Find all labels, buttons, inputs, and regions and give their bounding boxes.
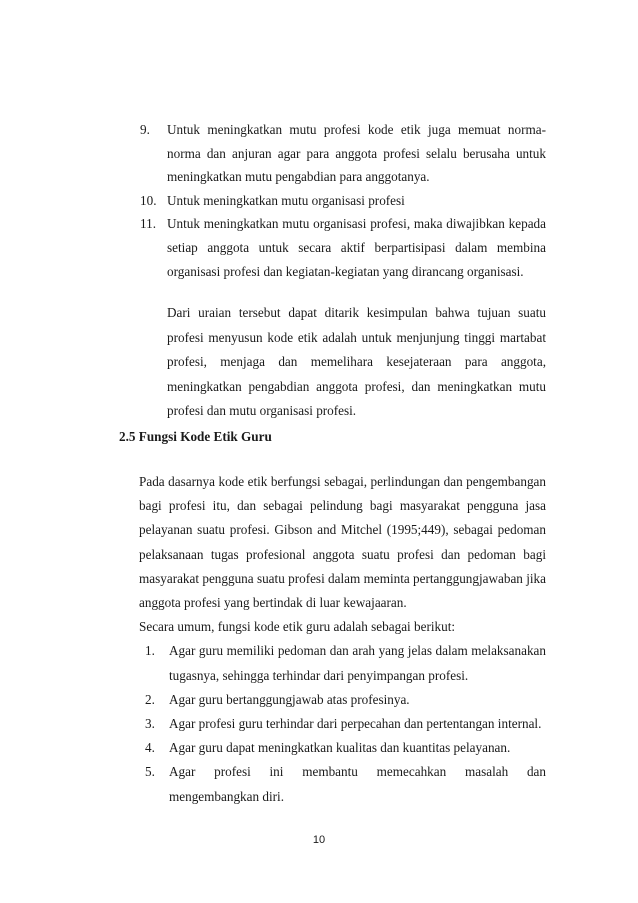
list-item-number: 1.: [145, 643, 155, 659]
list-item: [139, 760, 546, 808]
conclusion-paragraph: Dari uraian tersebut dapat ditarik kesimpulan bahwa tujuan suatu profesi menyusun kode etik adalah untuk menjunjung tinggi martabat profesi, menjaga dan memelihara kesejateraan para anggota, meningkatkan pengabdian anggota profesi, dan meningkatkan mutu profesi dan mutu organisasi profesi.: [167, 305, 546, 419]
list-item-text: Agar guru bertanggungjawab atas profesinya.: [169, 691, 410, 707]
list-item: [139, 712, 546, 736]
list-item-number: 5.: [145, 764, 155, 780]
list-item: [139, 736, 546, 760]
list-item: [140, 118, 546, 189]
section-paragraph: Pada dasarnya kode etik berfungsi sebagai, perlindungan dan pengembangan bagi profesi itu, dan sebagai pelindung bagi masyarakat pengguna jasa pelayanan suatu profesi. Gibson and Mitchel (1995;449), sebagai pedoman pelaksanaan tugas profesional anggota suatu profesi dan pedoman bagi masyarakat pengguna suatu profesi dalam meminta pertanggungjawaban jika anggota profesi yang bertindak di luar kewajaaran.: [139, 474, 546, 611]
section-heading: 2.5 Fungsi Kode Etik Guru: [119, 429, 272, 444]
list-item-number: 11.: [140, 216, 156, 232]
list-item-number: 2.: [145, 691, 155, 707]
list-item-text: Agar guru dapat meningkatkan kualitas dan kuantitas pelayanan.: [169, 740, 511, 756]
list-item: [139, 639, 546, 687]
functions-intro: Secara umum, fungsi kode etik guru adalah sebagai berikut:: [139, 619, 456, 635]
list-item: [140, 212, 546, 283]
list-item-text: Agar profesi ini membantu memecahkan masalah dan mengembangkan diri.: [169, 764, 546, 804]
list-item-text: Agar profesi guru terhindar dari perpecahan dan pertentangan internal.: [169, 716, 542, 732]
purpose-list-continued: [140, 118, 546, 424]
page-number: 10: [312, 834, 326, 846]
list-item-number: 9.: [140, 122, 150, 137]
list-item-text: Untuk meningkatkan mutu organisasi profesi: [167, 192, 405, 208]
list-item-number: 3.: [145, 716, 155, 732]
list-item-number: 4.: [145, 740, 155, 756]
section-body: [139, 470, 546, 809]
list-item-text: Agar guru memiliki pedoman dan arah yang jelas dalam melaksanakan tugasnya, sehingga terhindar dari penyimpangan profesi.: [169, 643, 546, 683]
list-item-text: Untuk meningkatkan mutu organisasi profesi, maka diwajibkan kepada setiap anggota untuk secara aktif berpartisipasi dalam membina organisasi profesi dan kegiatan-kegiatan yang dirancang organisasi.: [167, 216, 546, 279]
list-item-text: Untuk meningkatkan mutu profesi kode etik juga memuat norma-norma dan anjuran agar para anggota profesi selalu berusaha untuk meningkatkan mutu pengabdian para anggotanya.: [167, 122, 546, 185]
list-item: [139, 688, 546, 712]
list-item-number: 10.: [140, 192, 157, 208]
list-item: [140, 189, 546, 213]
functions-list: [139, 639, 546, 808]
